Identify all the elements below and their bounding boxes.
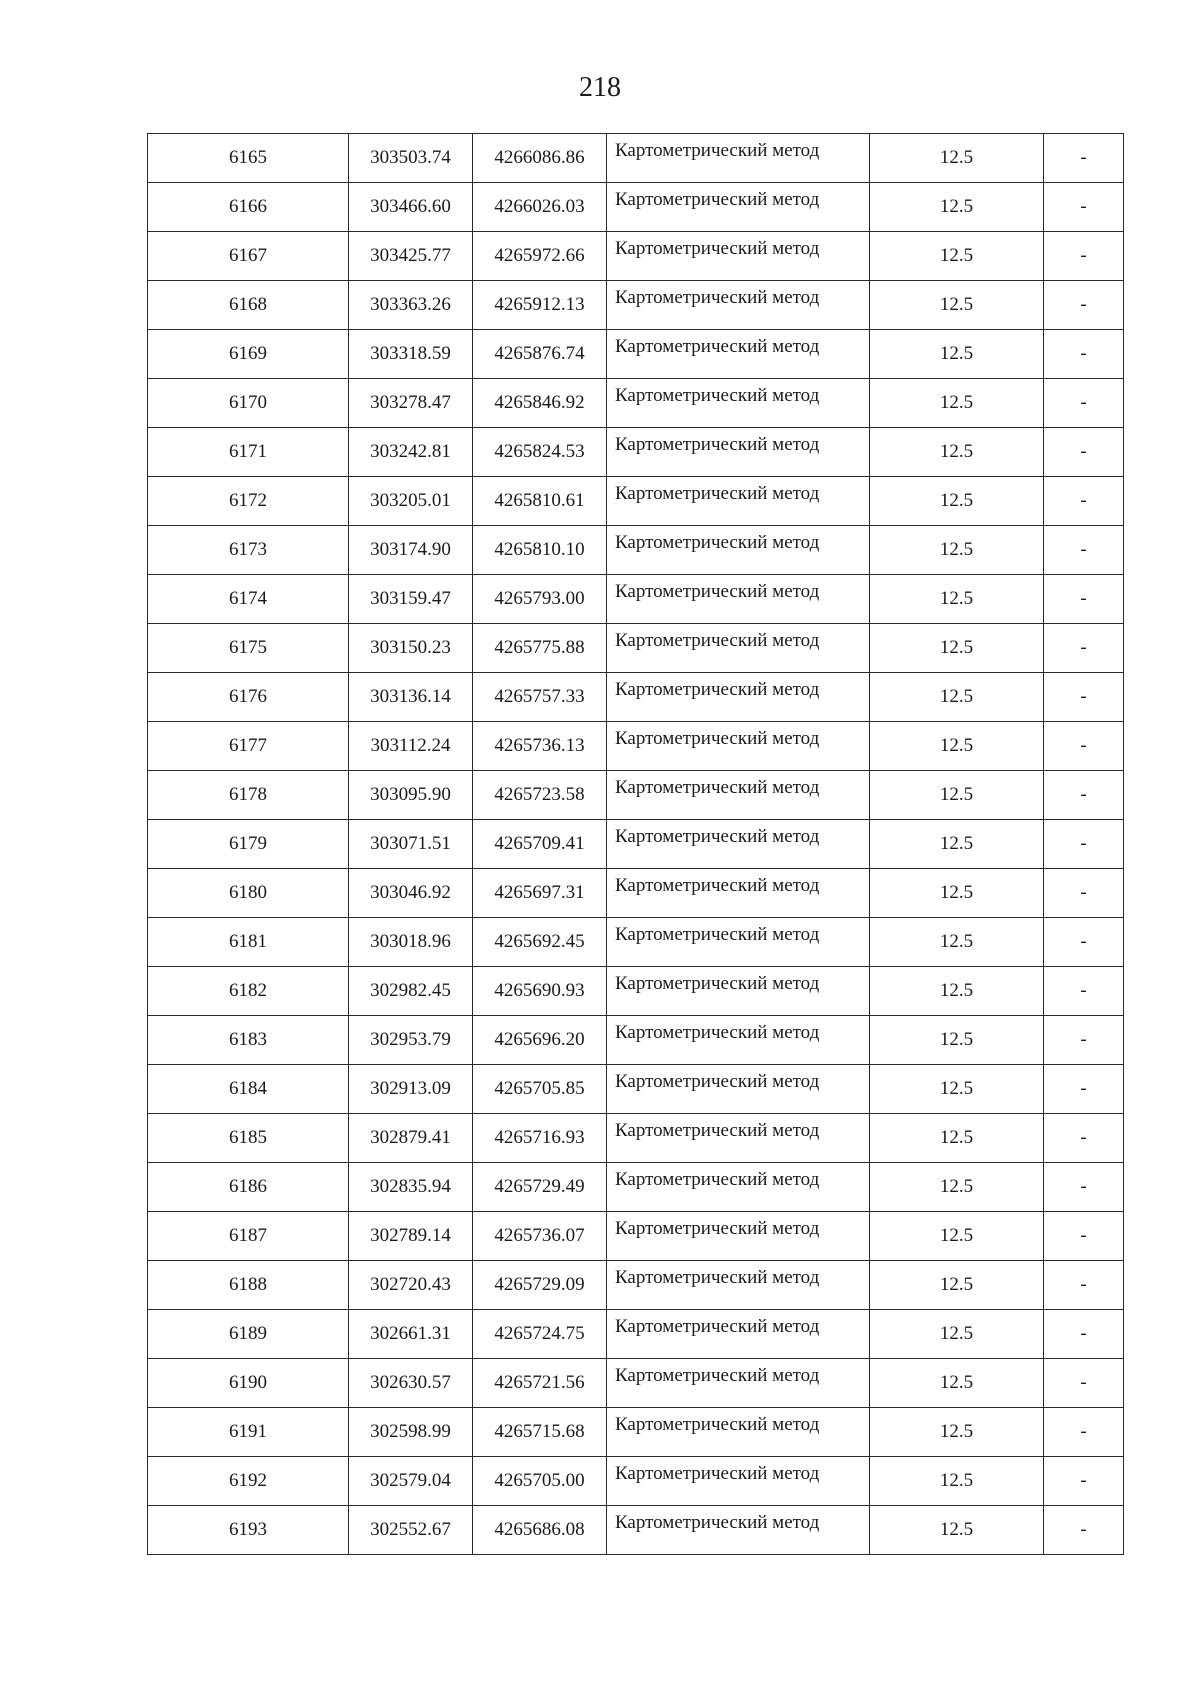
accuracy-cell: 12.5 bbox=[870, 1457, 1044, 1506]
note-cell: - bbox=[1044, 330, 1124, 379]
table-row bbox=[148, 722, 1124, 771]
accuracy-cell: 12.5 bbox=[870, 379, 1044, 428]
table-row bbox=[148, 624, 1124, 673]
note-cell: - bbox=[1044, 1016, 1124, 1065]
y-coordinate-cell: 4265686.08 bbox=[473, 1506, 607, 1555]
accuracy-cell: 12.5 bbox=[870, 428, 1044, 477]
method-cell: Картометрический метод bbox=[607, 526, 870, 575]
x-coordinate-cell: 303159.47 bbox=[349, 575, 473, 624]
x-coordinate-cell: 303046.92 bbox=[349, 869, 473, 918]
accuracy-cell: 12.5 bbox=[870, 330, 1044, 379]
table-row bbox=[148, 1065, 1124, 1114]
x-coordinate-cell: 303205.01 bbox=[349, 477, 473, 526]
y-coordinate-cell: 4265729.49 bbox=[473, 1163, 607, 1212]
accuracy-cell: 12.5 bbox=[870, 673, 1044, 722]
point-number-cell: 6183 bbox=[148, 1016, 349, 1065]
y-coordinate-cell: 4265724.75 bbox=[473, 1310, 607, 1359]
table-row bbox=[148, 1212, 1124, 1261]
method-cell: Картометрический метод bbox=[607, 1212, 870, 1261]
x-coordinate-cell: 303466.60 bbox=[349, 183, 473, 232]
x-coordinate-cell: 303425.77 bbox=[349, 232, 473, 281]
accuracy-cell: 12.5 bbox=[870, 967, 1044, 1016]
method-cell: Картометрический метод bbox=[607, 1408, 870, 1457]
point-number-cell: 6166 bbox=[148, 183, 349, 232]
table-row bbox=[148, 526, 1124, 575]
accuracy-cell: 12.5 bbox=[870, 1114, 1044, 1163]
note-cell: - bbox=[1044, 869, 1124, 918]
note-cell: - bbox=[1044, 1163, 1124, 1212]
method-cell: Картометрический метод bbox=[607, 134, 870, 183]
accuracy-cell: 12.5 bbox=[870, 722, 1044, 771]
y-coordinate-cell: 4265729.09 bbox=[473, 1261, 607, 1310]
point-number-cell: 6180 bbox=[148, 869, 349, 918]
table-row bbox=[148, 673, 1124, 722]
x-coordinate-cell: 302953.79 bbox=[349, 1016, 473, 1065]
y-coordinate-cell: 4265696.20 bbox=[473, 1016, 607, 1065]
x-coordinate-cell: 303018.96 bbox=[349, 918, 473, 967]
table-row bbox=[148, 1163, 1124, 1212]
x-coordinate-cell: 303112.24 bbox=[349, 722, 473, 771]
table-row bbox=[148, 869, 1124, 918]
y-coordinate-cell: 4265846.92 bbox=[473, 379, 607, 428]
note-cell: - bbox=[1044, 918, 1124, 967]
method-cell: Картометрический метод bbox=[607, 1016, 870, 1065]
x-coordinate-cell: 302579.04 bbox=[349, 1457, 473, 1506]
table-row bbox=[148, 1016, 1124, 1065]
table-row bbox=[148, 330, 1124, 379]
x-coordinate-cell: 303363.26 bbox=[349, 281, 473, 330]
method-cell: Картометрический метод bbox=[607, 1163, 870, 1212]
x-coordinate-cell: 303136.14 bbox=[349, 673, 473, 722]
y-coordinate-cell: 4265810.61 bbox=[473, 477, 607, 526]
point-number-cell: 6170 bbox=[148, 379, 349, 428]
note-cell: - bbox=[1044, 281, 1124, 330]
y-coordinate-cell: 4265775.88 bbox=[473, 624, 607, 673]
table-row bbox=[148, 1114, 1124, 1163]
x-coordinate-cell: 302720.43 bbox=[349, 1261, 473, 1310]
note-cell: - bbox=[1044, 722, 1124, 771]
note-cell: - bbox=[1044, 1506, 1124, 1555]
accuracy-cell: 12.5 bbox=[870, 134, 1044, 183]
y-coordinate-cell: 4265697.31 bbox=[473, 869, 607, 918]
point-number-cell: 6187 bbox=[148, 1212, 349, 1261]
x-coordinate-cell: 303071.51 bbox=[349, 820, 473, 869]
table-row bbox=[148, 820, 1124, 869]
note-cell: - bbox=[1044, 575, 1124, 624]
table-row bbox=[148, 967, 1124, 1016]
note-cell: - bbox=[1044, 967, 1124, 1016]
note-cell: - bbox=[1044, 624, 1124, 673]
x-coordinate-cell: 302789.14 bbox=[349, 1212, 473, 1261]
accuracy-cell: 12.5 bbox=[870, 232, 1044, 281]
y-coordinate-cell: 4266086.86 bbox=[473, 134, 607, 183]
point-number-cell: 6167 bbox=[148, 232, 349, 281]
y-coordinate-cell: 4265690.93 bbox=[473, 967, 607, 1016]
point-number-cell: 6177 bbox=[148, 722, 349, 771]
point-number-cell: 6168 bbox=[148, 281, 349, 330]
point-number-cell: 6188 bbox=[148, 1261, 349, 1310]
method-cell: Картометрический метод bbox=[607, 1261, 870, 1310]
point-number-cell: 6190 bbox=[148, 1359, 349, 1408]
table-row bbox=[148, 1310, 1124, 1359]
accuracy-cell: 12.5 bbox=[870, 918, 1044, 967]
accuracy-cell: 12.5 bbox=[870, 526, 1044, 575]
accuracy-cell: 12.5 bbox=[870, 1359, 1044, 1408]
accuracy-cell: 12.5 bbox=[870, 1065, 1044, 1114]
y-coordinate-cell: 4265705.85 bbox=[473, 1065, 607, 1114]
page-number: 218 bbox=[579, 72, 621, 103]
x-coordinate-cell: 302982.45 bbox=[349, 967, 473, 1016]
x-coordinate-cell: 303318.59 bbox=[349, 330, 473, 379]
x-coordinate-cell: 302661.31 bbox=[349, 1310, 473, 1359]
coordinates-table bbox=[147, 133, 1124, 1555]
y-coordinate-cell: 4265736.07 bbox=[473, 1212, 607, 1261]
table-row bbox=[148, 183, 1124, 232]
note-cell: - bbox=[1044, 771, 1124, 820]
point-number-cell: 6193 bbox=[148, 1506, 349, 1555]
point-number-cell: 6178 bbox=[148, 771, 349, 820]
note-cell: - bbox=[1044, 1457, 1124, 1506]
point-number-cell: 6171 bbox=[148, 428, 349, 477]
table-row bbox=[148, 918, 1124, 967]
point-number-cell: 6186 bbox=[148, 1163, 349, 1212]
y-coordinate-cell: 4265715.68 bbox=[473, 1408, 607, 1457]
point-number-cell: 6174 bbox=[148, 575, 349, 624]
method-cell: Картометрический метод bbox=[607, 869, 870, 918]
method-cell: Картометрический метод bbox=[607, 379, 870, 428]
x-coordinate-cell: 302552.67 bbox=[349, 1506, 473, 1555]
y-coordinate-cell: 4265810.10 bbox=[473, 526, 607, 575]
note-cell: - bbox=[1044, 526, 1124, 575]
point-number-cell: 6176 bbox=[148, 673, 349, 722]
point-number-cell: 6184 bbox=[148, 1065, 349, 1114]
y-coordinate-cell: 4265716.93 bbox=[473, 1114, 607, 1163]
table-row bbox=[148, 1457, 1124, 1506]
y-coordinate-cell: 4265709.41 bbox=[473, 820, 607, 869]
y-coordinate-cell: 4265692.45 bbox=[473, 918, 607, 967]
y-coordinate-cell: 4266026.03 bbox=[473, 183, 607, 232]
point-number-cell: 6169 bbox=[148, 330, 349, 379]
x-coordinate-cell: 302913.09 bbox=[349, 1065, 473, 1114]
point-number-cell: 6181 bbox=[148, 918, 349, 967]
x-coordinate-cell: 303095.90 bbox=[349, 771, 473, 820]
x-coordinate-cell: 303278.47 bbox=[349, 379, 473, 428]
method-cell: Картометрический метод bbox=[607, 1065, 870, 1114]
note-cell: - bbox=[1044, 1212, 1124, 1261]
note-cell: - bbox=[1044, 428, 1124, 477]
method-cell: Картометрический метод bbox=[607, 771, 870, 820]
y-coordinate-cell: 4265736.13 bbox=[473, 722, 607, 771]
method-cell: Картометрический метод bbox=[607, 1457, 870, 1506]
y-coordinate-cell: 4265721.56 bbox=[473, 1359, 607, 1408]
note-cell: - bbox=[1044, 134, 1124, 183]
y-coordinate-cell: 4265972.66 bbox=[473, 232, 607, 281]
table-row bbox=[148, 575, 1124, 624]
accuracy-cell: 12.5 bbox=[870, 1212, 1044, 1261]
table-body bbox=[148, 134, 1124, 1555]
point-number-cell: 6189 bbox=[148, 1310, 349, 1359]
method-cell: Картометрический метод bbox=[607, 820, 870, 869]
point-number-cell: 6172 bbox=[148, 477, 349, 526]
note-cell: - bbox=[1044, 1310, 1124, 1359]
accuracy-cell: 12.5 bbox=[870, 575, 1044, 624]
method-cell: Картометрический метод bbox=[607, 183, 870, 232]
method-cell: Картометрический метод bbox=[607, 281, 870, 330]
accuracy-cell: 12.5 bbox=[870, 1310, 1044, 1359]
accuracy-cell: 12.5 bbox=[870, 1408, 1044, 1457]
accuracy-cell: 12.5 bbox=[870, 477, 1044, 526]
point-number-cell: 6191 bbox=[148, 1408, 349, 1457]
point-number-cell: 6175 bbox=[148, 624, 349, 673]
accuracy-cell: 12.5 bbox=[870, 1261, 1044, 1310]
note-cell: - bbox=[1044, 183, 1124, 232]
y-coordinate-cell: 4265757.33 bbox=[473, 673, 607, 722]
point-number-cell: 6179 bbox=[148, 820, 349, 869]
note-cell: - bbox=[1044, 820, 1124, 869]
method-cell: Картометрический метод bbox=[607, 918, 870, 967]
table-row bbox=[148, 1261, 1124, 1310]
method-cell: Картометрический метод bbox=[607, 1114, 870, 1163]
x-coordinate-cell: 302879.41 bbox=[349, 1114, 473, 1163]
note-cell: - bbox=[1044, 1065, 1124, 1114]
accuracy-cell: 12.5 bbox=[870, 771, 1044, 820]
method-cell: Картометрический метод bbox=[607, 428, 870, 477]
x-coordinate-cell: 303503.74 bbox=[349, 134, 473, 183]
table-row bbox=[148, 379, 1124, 428]
accuracy-cell: 12.5 bbox=[870, 183, 1044, 232]
x-coordinate-cell: 302598.99 bbox=[349, 1408, 473, 1457]
method-cell: Картометрический метод bbox=[607, 1310, 870, 1359]
point-number-cell: 6173 bbox=[148, 526, 349, 575]
accuracy-cell: 12.5 bbox=[870, 624, 1044, 673]
table-row bbox=[148, 428, 1124, 477]
method-cell: Картометрический метод bbox=[607, 722, 870, 771]
accuracy-cell: 12.5 bbox=[870, 281, 1044, 330]
note-cell: - bbox=[1044, 1408, 1124, 1457]
method-cell: Картометрический метод bbox=[607, 1506, 870, 1555]
table-row bbox=[148, 1506, 1124, 1555]
table-row bbox=[148, 232, 1124, 281]
method-cell: Картометрический метод bbox=[607, 1359, 870, 1408]
table-row bbox=[148, 477, 1124, 526]
x-coordinate-cell: 303242.81 bbox=[349, 428, 473, 477]
x-coordinate-cell: 303174.90 bbox=[349, 526, 473, 575]
note-cell: - bbox=[1044, 379, 1124, 428]
method-cell: Картометрический метод bbox=[607, 967, 870, 1016]
note-cell: - bbox=[1044, 477, 1124, 526]
method-cell: Картометрический метод bbox=[607, 673, 870, 722]
point-number-cell: 6192 bbox=[148, 1457, 349, 1506]
accuracy-cell: 12.5 bbox=[870, 1163, 1044, 1212]
note-cell: - bbox=[1044, 232, 1124, 281]
y-coordinate-cell: 4265705.00 bbox=[473, 1457, 607, 1506]
method-cell: Картометрический метод bbox=[607, 477, 870, 526]
method-cell: Картометрический метод bbox=[607, 624, 870, 673]
note-cell: - bbox=[1044, 1114, 1124, 1163]
point-number-cell: 6185 bbox=[148, 1114, 349, 1163]
method-cell: Картометрический метод bbox=[607, 232, 870, 281]
accuracy-cell: 12.5 bbox=[870, 820, 1044, 869]
accuracy-cell: 12.5 bbox=[870, 1016, 1044, 1065]
x-coordinate-cell: 303150.23 bbox=[349, 624, 473, 673]
point-number-cell: 6165 bbox=[148, 134, 349, 183]
table-row bbox=[148, 281, 1124, 330]
note-cell: - bbox=[1044, 1359, 1124, 1408]
method-cell: Картометрический метод bbox=[607, 330, 870, 379]
table-row bbox=[148, 771, 1124, 820]
point-number-cell: 6182 bbox=[148, 967, 349, 1016]
accuracy-cell: 12.5 bbox=[870, 869, 1044, 918]
y-coordinate-cell: 4265793.00 bbox=[473, 575, 607, 624]
accuracy-cell: 12.5 bbox=[870, 1506, 1044, 1555]
method-cell: Картометрический метод bbox=[607, 575, 870, 624]
y-coordinate-cell: 4265876.74 bbox=[473, 330, 607, 379]
y-coordinate-cell: 4265912.13 bbox=[473, 281, 607, 330]
y-coordinate-cell: 4265824.53 bbox=[473, 428, 607, 477]
y-coordinate-cell: 4265723.58 bbox=[473, 771, 607, 820]
x-coordinate-cell: 302630.57 bbox=[349, 1359, 473, 1408]
table-row bbox=[148, 1359, 1124, 1408]
x-coordinate-cell: 302835.94 bbox=[349, 1163, 473, 1212]
table-row bbox=[148, 134, 1124, 183]
table-row bbox=[148, 1408, 1124, 1457]
note-cell: - bbox=[1044, 673, 1124, 722]
note-cell: - bbox=[1044, 1261, 1124, 1310]
